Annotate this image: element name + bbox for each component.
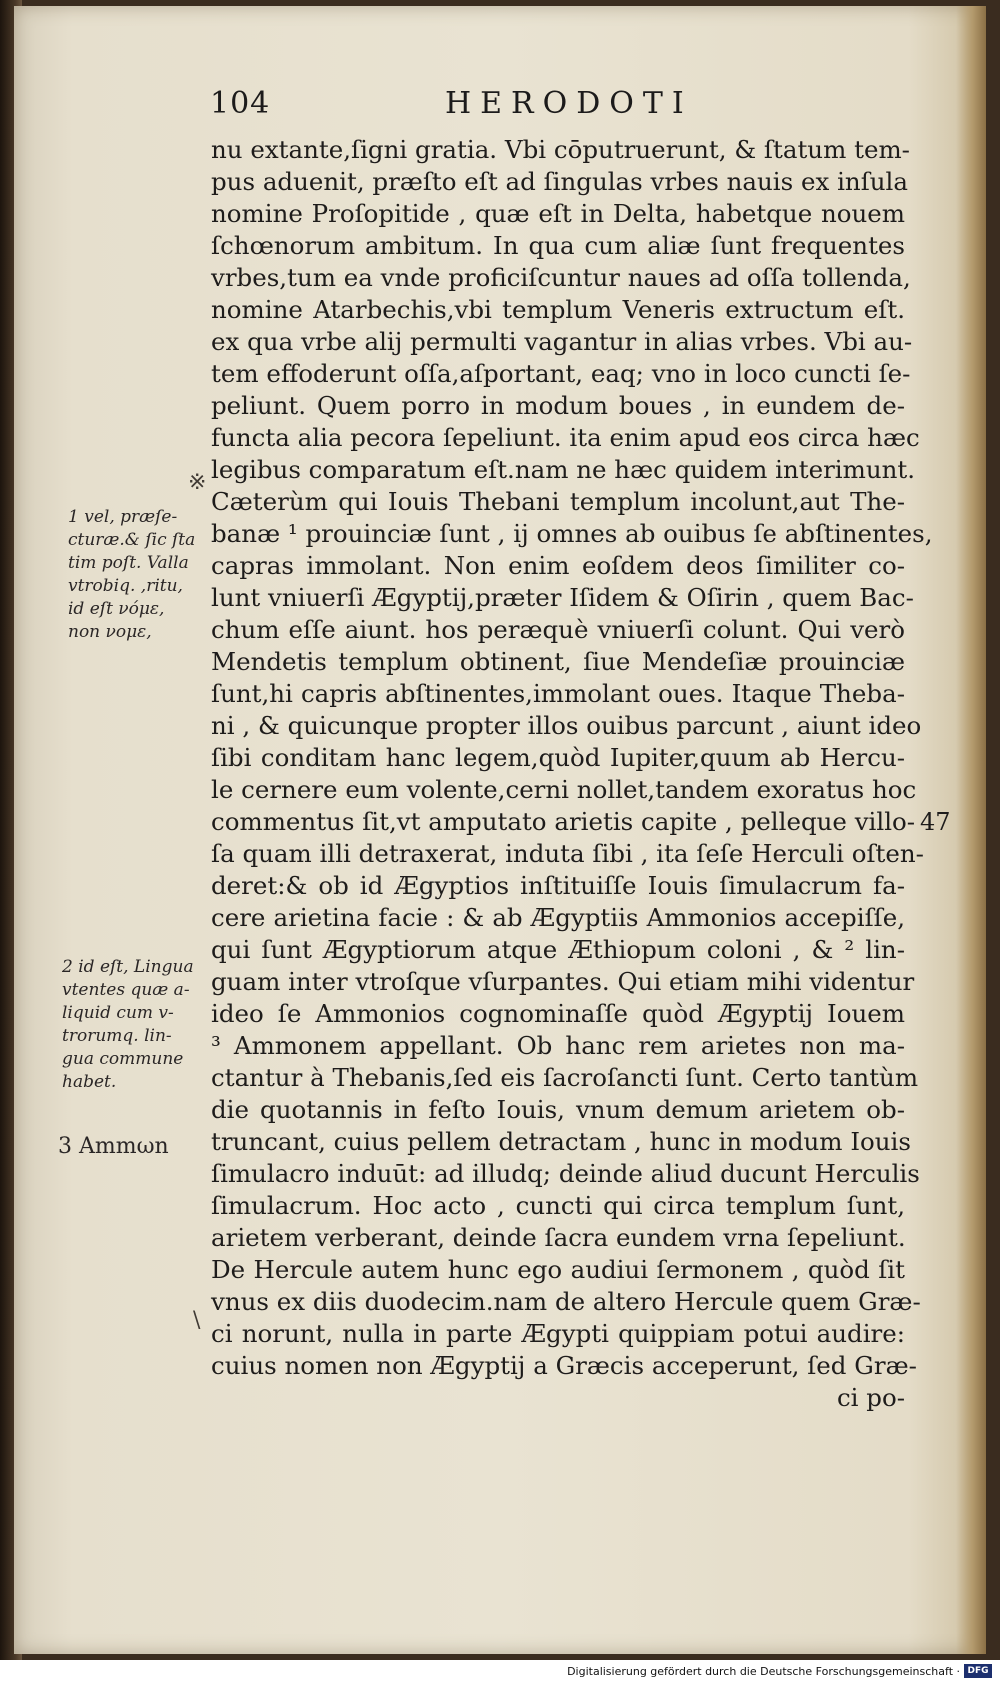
text-line: ſunt,hi capris abſtinentes,immolant oues. Itaque Theba- [211, 679, 905, 708]
text-line: deret:& ob id Ægyptios inſtituiſſe Iouis ſimulacrum fa- [211, 871, 905, 900]
page-number: 104 [210, 86, 271, 121]
text-line: le cernere eum volente,cerni nollet,tandem exoratus hoc [211, 775, 917, 804]
text-line: ni , & quicunque propter illos ouibus parcunt , aiunt ideo [211, 711, 922, 740]
text-line: ctantur à Thebanis,ſed eis ſacroſancti ſunt. Certo tantùm [211, 1063, 919, 1092]
text-line: banæ ¹ prouinciæ ſunt , ij omnes ab ouibus ſe abſtinentes, [211, 519, 933, 548]
text-line: ſimulacro induūt: ad illudq; deinde aliud ducunt Herculis [211, 1159, 920, 1188]
text-line: guam inter vtroſque vſurpantes. Qui etiam mihi videntur [211, 967, 915, 996]
margin-note-line: tim poſt. Valla [68, 553, 189, 573]
text-line: vrbes,tum ea vnde proficiſcuntur naues ad oſſa tollenda, [211, 263, 911, 292]
paragraph-mark-1: ※ [188, 470, 207, 495]
running-title: HERODOTI [445, 86, 693, 121]
text-line: cuius nomen non Ægyptij a Græcis acceperunt, ſed Græ- [211, 1351, 917, 1380]
text-line: De Hercule autem hunc ego audiui ſermonem , quòd ſit [211, 1255, 905, 1284]
text-line: tem effoderunt oſſa,aſportant, eaq; vno in loco cuncti ſe- [211, 359, 911, 388]
text-line: chum eſſe aiunt. hos peræquè vniuerſi colunt. Qui verò [211, 615, 905, 644]
text-line: Cæterùm qui Iouis Thebani templum incolunt,aut The- [211, 487, 905, 516]
text-line: ex qua vrbe alij permulti vagantur in alias vrbes. Vbi au- [211, 327, 913, 356]
section-number: 47 [920, 808, 951, 836]
text-line: commentus ſit,vt amputato arietis capite , pelleque villo- [211, 807, 916, 836]
text-line: truncant, cuius pellem detractam , hunc in modum Iouis [211, 1127, 911, 1156]
text-line: ſimulacrum. Hoc acto , cuncti qui circa templum ſunt, [211, 1191, 905, 1220]
text-line: ³ Ammonem appellant. Ob hanc rem arietes non ma- [211, 1031, 905, 1060]
margin-note-line: vtentes quæ a- [62, 980, 190, 1000]
text-line: qui ſunt Ægyptiorum atque Æthiopum coloni , & ² lin- [211, 935, 905, 964]
margin-note-line: liquid cum v- [62, 1003, 174, 1023]
text-line: legibus comparatum eſt.nam ne hæc quidem interimunt. [211, 455, 916, 484]
footer-credit: Digitalisierung gefördert durch die Deutsche Forschungsgemeinschaft · [567, 1665, 960, 1678]
text-line: arietem verberant, deinde ſacra eundem vrna ſepeliunt. [211, 1223, 906, 1252]
text-line: die quotannis in feſto Iouis, vnum demum arietem ob- [211, 1095, 905, 1124]
text-line: lunt vniuerſi Ægyptij,præter Iſidem & Oſirin , quem Bac- [211, 583, 914, 612]
margin-note-line: vtrobiq. ,ritu, [68, 576, 183, 596]
margin-note-3: 3 Ammωn [58, 1134, 169, 1159]
paragraph-mark-2: \ [193, 1308, 201, 1333]
main-text-block [211, 134, 933, 1414]
margin-note-2 [62, 956, 194, 1094]
page-header [210, 86, 930, 126]
text-line: ideo ſe Ammonios cognominaſſe quòd Ægyptij Iouem [211, 999, 905, 1028]
text-line: ſibi conditam hanc legem,quòd Iupiter,quum ab Hercu- [211, 743, 905, 772]
text-line: Mendetis templum obtinent, ſiue Mendeſiæ prouinciæ [211, 647, 905, 676]
text-line: pus aduenit, præſto eſt ad ſingulas vrbes nauis ex inſula [211, 167, 908, 196]
margin-note-line: habet. [62, 1072, 117, 1092]
text-line: nu extante,ſigni gratia. Vbi cōputruerunt, & ſtatum tem- [211, 135, 910, 164]
margin-note-1 [68, 506, 195, 644]
footer-bar [0, 1660, 1000, 1684]
margin-note-line: 1 vel, præſe- [68, 507, 178, 527]
page-edge-shadow [956, 6, 986, 1654]
text-line: peliunt. Quem porro in modum boues , in eundem de- [211, 391, 905, 420]
text-line: vnus ex diis duodecim.nam de altero Hercule quem Græ- [211, 1287, 921, 1316]
text-line: functa alia pecora ſepeliunt. ita enim apud eos circa hæc [211, 423, 920, 452]
text-line: ci norunt, nulla in parte Ægypti quippiam potui audire: [211, 1319, 905, 1348]
margin-note-line: trorumq. lin- [62, 1026, 172, 1046]
text-line: capras immolant. Non enim eoſdem deos ſimiliter co- [211, 551, 905, 580]
text-line: ci po- [836, 1383, 905, 1412]
margin-note-line: id eſt νόμε, [68, 599, 165, 619]
text-line: nomine Proſopitide , quæ eſt in Delta, habetque nouem [211, 199, 905, 228]
margin-note-line: cturæ.& ſic ſta [68, 530, 196, 550]
text-line: cere arietina facie : & ab Ægyptiis Ammonios accepiſſe, [211, 903, 905, 932]
margin-note-line: 2 id eſt, Lingua [62, 957, 194, 977]
text-line: ſa quam illi detraxerat, induta ſibi , ita ſeſe Herculi oſten- [211, 839, 924, 868]
dfg-logo: DFG [964, 1664, 992, 1678]
text-line: nomine Atarbechis,vbi templum Veneris extructum eſt. [211, 295, 905, 324]
text-line: ſchœnorum ambitum. In qua cum aliæ ſunt frequentes [211, 231, 905, 260]
margin-note-line: gua commune [62, 1049, 184, 1069]
margin-note-line: non νομε, [68, 622, 152, 642]
